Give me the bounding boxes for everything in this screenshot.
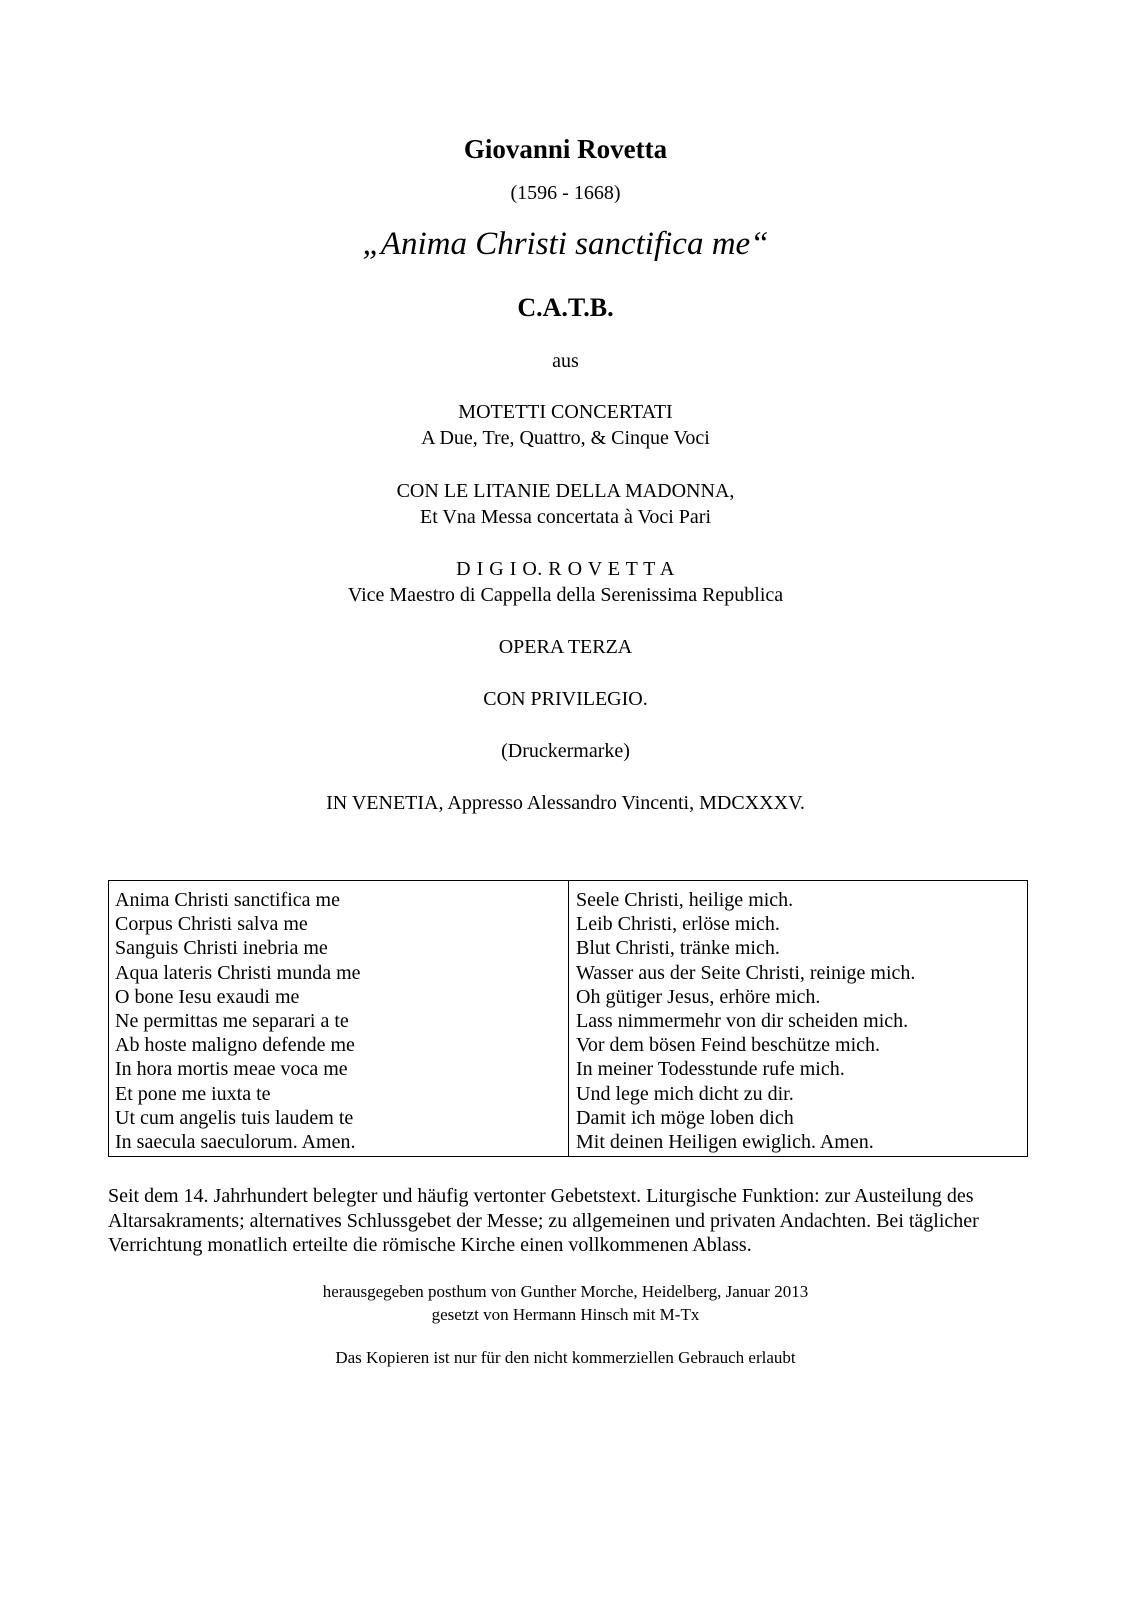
- german-line: Oh gütiger Jesus, erhöre mich.: [576, 985, 821, 1008]
- editor-credit: herausgegeben posthum von Gunther Morche, Heidelberg, Januar 2013: [322, 1282, 809, 1301]
- voicing: C.A.T.B.: [517, 293, 614, 322]
- note-line: Altarsakraments; alternatives Schlussgebet der Messe; zu allgemeinen und privaten Andachten. Bei täglicher: [108, 1209, 979, 1232]
- latin-line: In saecula saeculorum. Amen.: [115, 1130, 356, 1153]
- source-imprint: IN VENETIA, Appresso Alessandro Vincenti, MDCXXXV.: [326, 792, 805, 814]
- latin-line: Ne permittas me separari a te: [115, 1009, 349, 1032]
- typesetter-credit: gesetzt von Hermann Hinsch mit M-Tx: [431, 1305, 700, 1324]
- german-line: Damit ich möge loben dich: [576, 1106, 794, 1129]
- german-line: In meiner Todesstunde rufe mich.: [576, 1058, 845, 1081]
- source-author-line: D I G I O. R O V E T T A: [456, 558, 675, 580]
- latin-line: O bone Iesu exaudi me: [115, 985, 300, 1008]
- column-divider: [568, 881, 569, 1156]
- latin-line: In hora mortis meae voca me: [115, 1058, 348, 1081]
- german-line: Wasser aus der Seite Christi, reinige mich.: [576, 961, 916, 984]
- latin-text-column: [115, 888, 361, 1154]
- source-intro: aus: [552, 350, 579, 372]
- german-line: Mit deinen Heiligen ewiglich. Amen.: [576, 1130, 874, 1153]
- latin-line: Sanguis Christi inebria me: [115, 937, 328, 960]
- german-line: Leib Christi, erlöse mich.: [576, 913, 780, 936]
- source-opus: OPERA TERZA: [498, 636, 633, 658]
- license-notice: Das Kopieren ist nur für den nicht kommerziellen Gebrauch erlaubt: [335, 1348, 796, 1367]
- latin-line: Aqua lateris Christi munda me: [115, 961, 361, 984]
- note-line: Seit dem 14. Jahrhundert belegter und häufig vertonter Gebetstext. Liturgische Funktion: zur Austeilung des: [108, 1185, 974, 1207]
- work-title: „Anima Christi sanctifica me“: [362, 226, 769, 262]
- source-subtitle-line: Et Vna Messa concertata à Voci Pari: [419, 506, 712, 528]
- source-title-line: MOTETTI CONCERTATI: [458, 401, 673, 423]
- latin-line: Corpus Christi salva me: [115, 913, 308, 936]
- composer-dates: (1596 - 1668): [510, 182, 621, 204]
- text-translation-table: [108, 880, 1028, 1157]
- source-author-title: Vice Maestro di Cappella della Serenissima Republica: [347, 584, 784, 606]
- composer-name: Giovanni Rovetta: [463, 134, 668, 164]
- source-title-line: CON LE LITANIE DELLA MADONNA,: [396, 480, 735, 502]
- german-line: Blut Christi, tränke mich.: [576, 937, 780, 960]
- german-line: Seele Christi, heilige mich.: [576, 889, 794, 911]
- german-line: Vor dem bösen Feind beschütze mich.: [576, 1034, 881, 1057]
- source-subtitle-line: A Due, Tre, Quattro, & Cinque Voci: [421, 427, 710, 449]
- note-line: Verrichtung monatlich erteilte die römische Kirche einen vollkommenen Ablass.: [108, 1234, 752, 1256]
- german-translation-column: [576, 888, 915, 1154]
- latin-line: Anima Christi sanctifica me: [115, 889, 340, 911]
- german-line: Und lege mich dicht zu dir.: [576, 1082, 794, 1105]
- source-privilege: CON PRIVILEGIO.: [483, 688, 648, 710]
- latin-line: Ab hoste maligno defende me: [115, 1034, 355, 1057]
- german-line: Lass nimmermehr von dir scheiden mich.: [576, 1009, 909, 1032]
- printer-mark-note: (Druckermarke): [501, 740, 630, 762]
- liturgical-note: [108, 1184, 1028, 1258]
- latin-line: Et pone me iuxta te: [115, 1082, 271, 1105]
- latin-line: Ut cum angelis tuis laudem te: [115, 1106, 354, 1129]
